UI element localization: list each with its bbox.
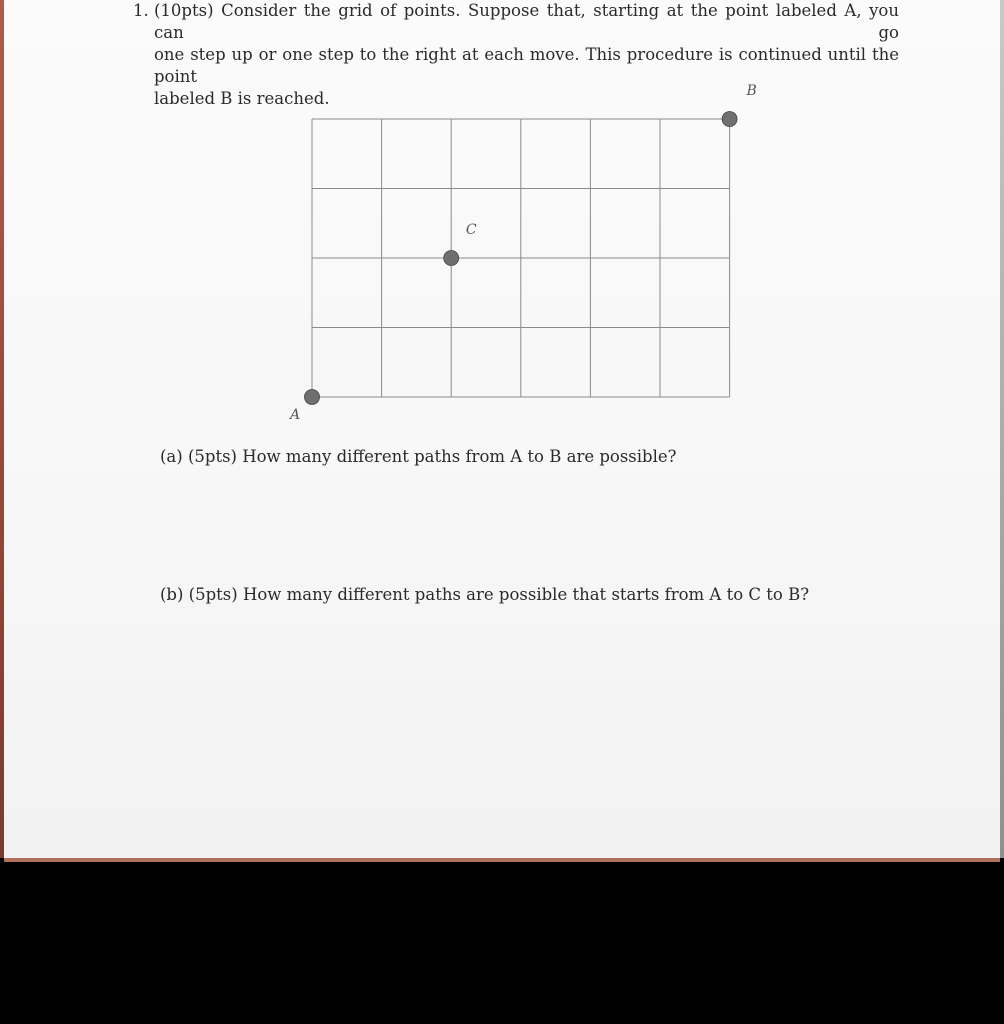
part-a-question: (a) (5pts) How many different paths from A to B are possible?: [160, 447, 677, 466]
point-label-c: C: [465, 222, 477, 238]
point-c: [444, 251, 459, 266]
question-line-1: (10pts) Consider the grid of points. Suppose that, starting at the point labeled A, you can go: [154, 1, 899, 42]
question-line-2: one step up or one step to the right at each move. This procedure is continued until the point: [154, 45, 899, 86]
point-label-b: B: [746, 83, 757, 99]
point-a: [305, 390, 320, 405]
point-b: [722, 112, 737, 127]
point-label-a: A: [289, 407, 301, 423]
question-line-3: labeled B is reached.: [154, 89, 330, 108]
part-b-question: (b) (5pts) How many different paths are possible that starts from A to C to B?: [160, 585, 810, 604]
grid-points: [288, 83, 757, 423]
question-number: 1.: [133, 1, 149, 20]
grid-lines: [312, 119, 730, 397]
